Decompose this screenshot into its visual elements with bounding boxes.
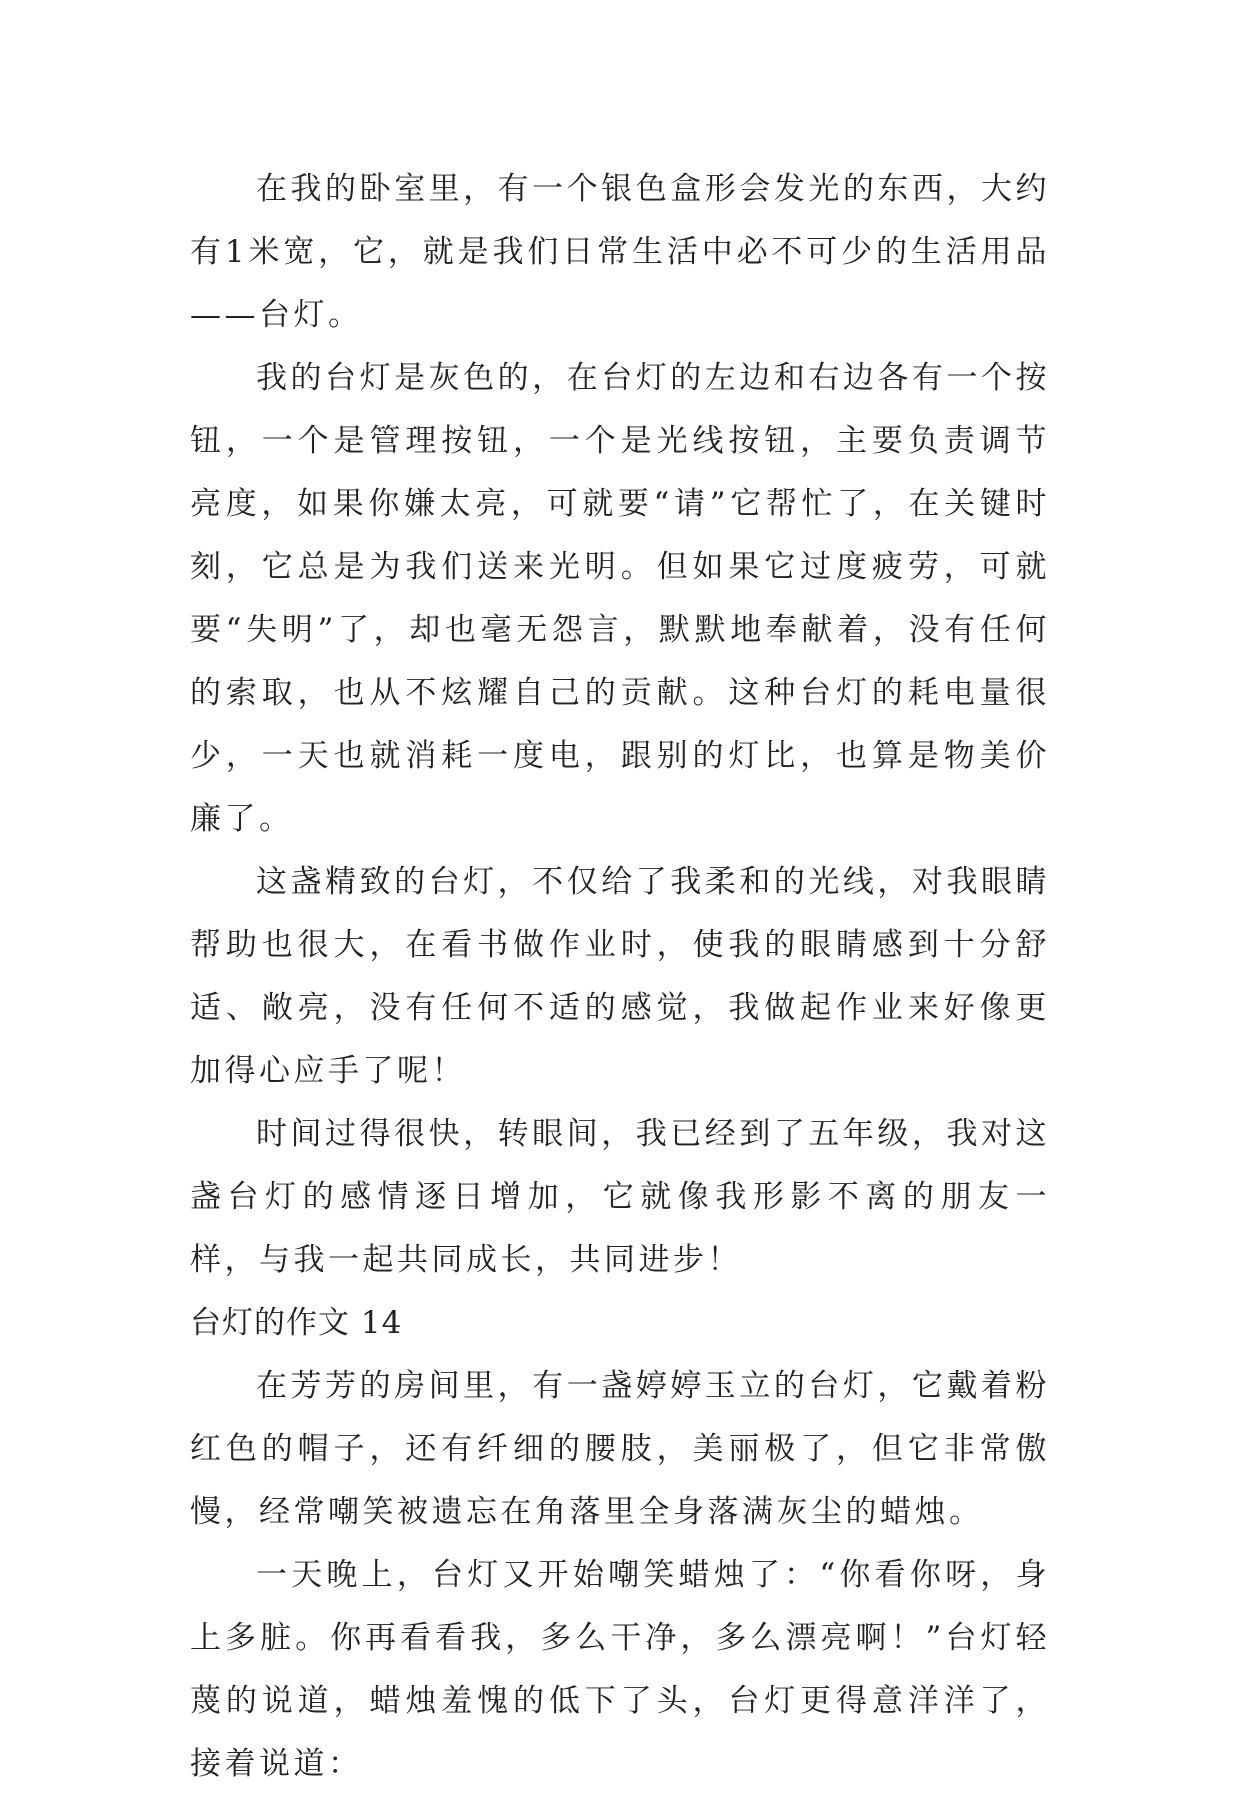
paragraph-2: 我的台灯是灰色的，在台灯的左边和右边各有一个按钮，一个是管理按钮，一个是光线按钮，主要负责调节亮度，如果你嫌太亮，可就要“请”它帮忙了，在关键时刻，它总是为我们送来光明。但如果它过度疲劳，可就要“失明”了，却也毫无怨言，默默地奉献着，没有任何的索取，也从不炫耀自己的贡献。这种台灯的耗电量很少，一天也就消耗一度电，跟别的灯比，也算是物美价廉了。 [190, 360, 1050, 837]
document-body [190, 158, 1050, 1796]
paragraph-5: 在芳芳的房间里，有一盏婷婷玉立的台灯，它戴着粉红色的帽子，还有纤细的腰肢，美丽极了，但它非常傲慢，经常嘲笑被遗忘在角落里全身落满灰尘的蜡烛。 [190, 1368, 1050, 1530]
paragraph-4: 时间过得很快，转眼间，我已经到了五年级，我对这盏台灯的感情逐日增加，它就像我形影不离的朋友一样，与我一起共同成长，共同进步！ [190, 1116, 1050, 1278]
section-heading: 台灯的作文 14 [190, 1305, 403, 1341]
paragraph-3: 这盏精致的台灯，不仅给了我柔和的光线，对我眼睛帮助也很大，在看书做作业时，使我的眼睛感到十分舒适、敞亮，没有任何不适的感觉，我做起作业来好像更加得心应手了呢！ [190, 864, 1050, 1089]
paragraph-1: 在我的卧室里，有一个银色盒形会发光的东西，大约有1米宽，它，就是我们日常生活中必不可少的生活用品——台灯。 [190, 171, 1050, 333]
paragraph-6: 一天晚上，台灯又开始嘲笑蜡烛了：“你看你呀，身上多脏。你再看看我，多么干净，多么漂亮啊！”台灯轻蔑的说道，蜡烛羞愧的低下了头，台灯更得意洋洋了，接着说道： [190, 1557, 1050, 1782]
